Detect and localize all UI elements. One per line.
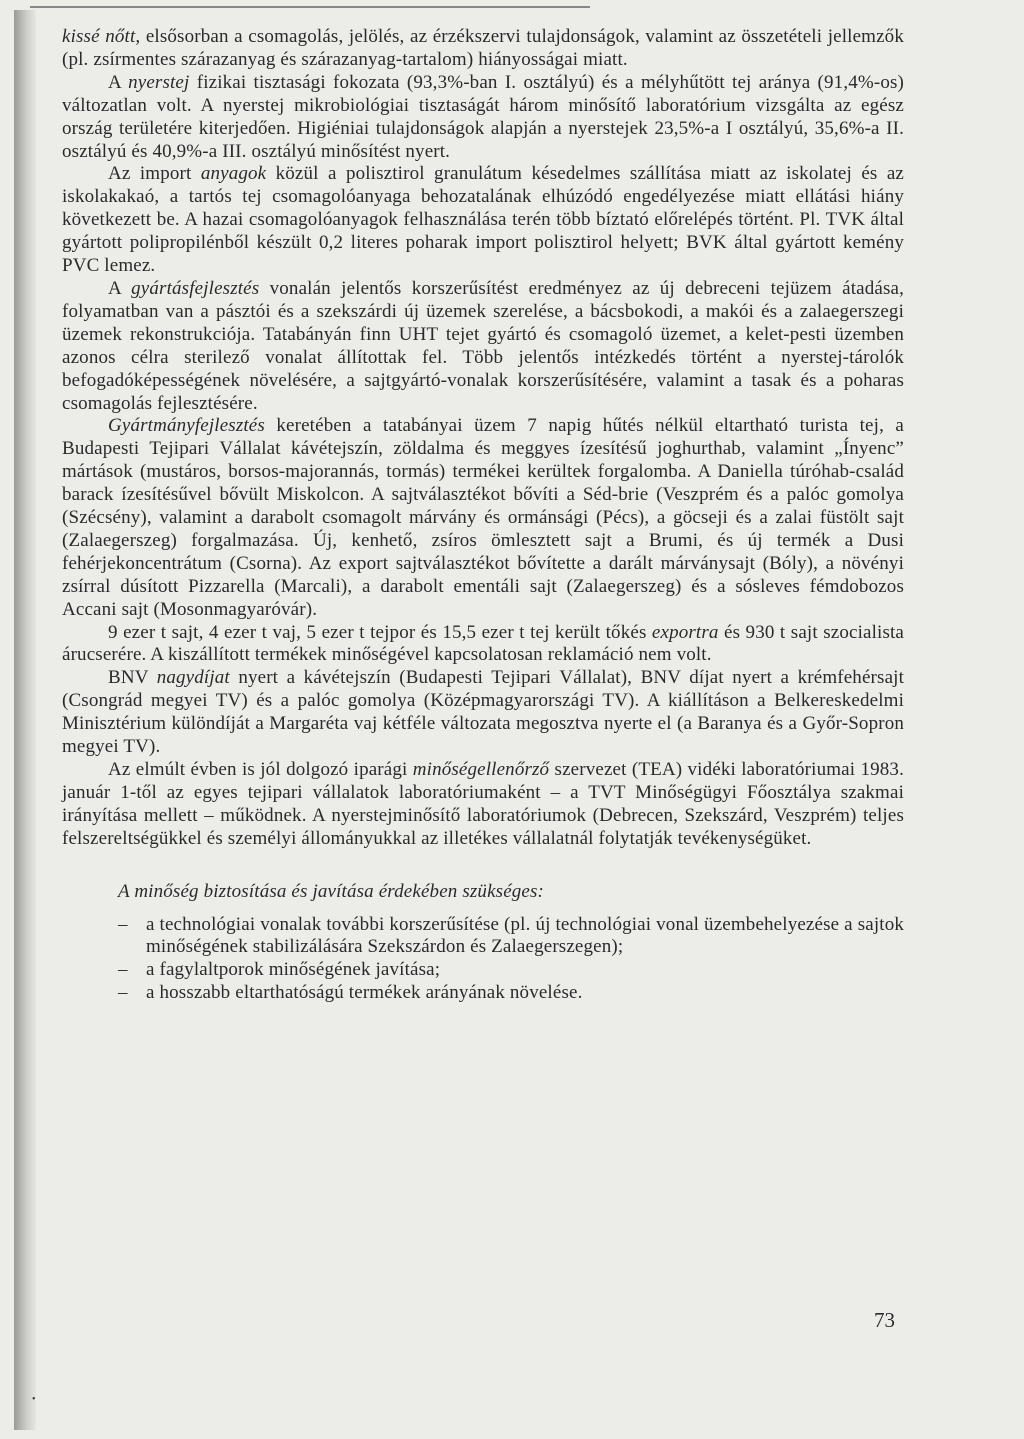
emphasis: exportra [651, 621, 719, 643]
list-item-text: a hosszabb eltarthatóságú termékek arányának növelése. [146, 982, 583, 1004]
emphasis: Gyártmányfejlesztés [108, 415, 265, 437]
emphasis: gyártásfejlesztés [131, 277, 260, 299]
paragraph-3 [62, 163, 904, 278]
paragraph-text: keretében a tatabányai üzem 7 napig hűtés nélkül eltartható turista tej, a Budapesti Tejipari Vállalat kávétejszín, zöldalma és meggyes ízesítésű joghurthab, valamint „Ínyenc” mártások (mustáros, borsos-majorannás, tormás) termékei kerültek forgalomba. A Daniella túróhab-család barack ízesítésűvel bővült Miskolcon. A sajtválasztékot bővíti a Séd-brie (Veszprém és a palóc gomolya (Szécsény), valamint a darabolt csomagolt márvány és ormánsági (Pécs), a göcseji és a zalai füstölt sajt (Zalaegerszeg) forgalmazása. Új, kenhető, zsíros ömlesztett sajt a Brumi, és új termék a Dusi fehérjekoncentrátum (Csorna). Az export sajtválasztékot bővítette a darált márványsajt (Bóly), a növényi zsírral dúsított Pizzarella (Marcali), a darabolt ementáli sajt (Zalaegerszeg) és a sósleves fémdobozos Accani sajt (Mosonmagyaróvár). [62, 415, 904, 620]
paragraph-7 [62, 667, 904, 759]
paragraph-text: fizikai tisztasági fokozata (93,3%-ban I. osztályú) és a mélyhűtött tej aránya (91,4%-os) változatlan volt. A nyerstej mikrobiológiai tisztaságát három minősítő laboratórium vizsgálta az egész ország területére kiterjedően. Higiéniai tulajdonságok alapján a nyerstejek 23,5%-a I osztályú, 35,6%-a II. osztályú és 40,9%-a III. osztályú minősítést nyert. [62, 71, 904, 162]
emphasis: nagydíjat [156, 667, 230, 689]
paragraph-text: elsősorban a csomagolás, jelölés, az érzékszervi tulajdonságok, valamint az összetételi jellemzők (pl. zsírmentes szárazanyag és szárazanyag-tartalom) hiányosságai miatt. [62, 26, 904, 70]
list-dash: – [118, 982, 128, 1004]
emphasis: anyagok [200, 163, 267, 185]
paragraph-6 [62, 622, 904, 668]
paragraph-text: nyert a kávétejszín (Budapesti Tejipari Vállalat), BNV díjat nyert a krémfehérsajt (Csongrád megyei TV) és a palóc gomolya (Középmagyarországi TV). A kiállításon a Belkereskedelmi Minisztérium különdíját a Margaréta vaj kétféle változata megosztva nyerte el (a Baranya és a Győr-Sopron megyei TV). [62, 667, 905, 758]
paragraph-text: Az elmúlt évben is jól dolgozó iparági [108, 759, 413, 780]
paragraph-text: Az import [108, 163, 201, 185]
paragraph-text: vonalán jelentős korszerűsítést eredményez az új debreceni tejüzem átadása, folyamatban van a pásztói és a szekszárdi új üzemek szerelése, a bácsbokodi, a makói és a zalaegerszegi üzemek rekonstrukciója. Tatabányán finn UHT tejet gyártó és csomagoló üzemet, a kelet-pesti üzemben azonos célra sterilező vonalat állítottak fel. Több jelentős intézkedés történt a nyerstej-tárolók befogadóképességének növelésére, a sajtgyártó-vonalak korszerűsítésére, valamint a tasak és a poharas csomagolás fejlesztésére. [62, 277, 904, 414]
subheading: A minőség biztosítása és javítása érdekében szükséges: [118, 880, 545, 902]
paragraph-text: A [108, 71, 129, 93]
list-item [62, 959, 904, 982]
emphasis: minőségellenőrző [412, 759, 550, 780]
scan-speck: • [32, 1394, 36, 1405]
paragraph-5 [62, 415, 904, 621]
paragraph-text: 9 ezer t sajt, 4 ezer t vaj, 5 ezer t tejpor és 15,5 ezer t tej került tőkés [108, 621, 652, 643]
emphasis: nyerstej [128, 71, 190, 93]
page-number: 73 [874, 1308, 895, 1332]
list-item [62, 914, 904, 960]
paragraph-4 [62, 278, 904, 415]
paragraph-text: BNV [108, 667, 157, 689]
paragraph-text: A [108, 277, 132, 299]
paragraph-2 [62, 72, 904, 164]
body-text [62, 26, 904, 1005]
paragraph-text: szervezet (TEA) vidéki laboratóriumai 1983. január 1-től az egyes tejipari vállalatok laboratóriumaként – a TVT Minőségügyi Főosztálya szakmai irányítása mellett – működnek. A nyerstejminősítő laboratóriumok (Debrecen, Szekszárd, Veszprém) teljes felszereltségükkel és személyi állományukkal az illetékes vállalatnál folytatják tevékenységüket. [62, 759, 904, 849]
paragraph-8 [62, 759, 904, 851]
paragraph-text: közül a polisztirol granulátum késedelmes szállítása miatt az iskolatej és az iskolakakaó, a tartós tej csomagolóanyaga behozatalának elhúzódó engedélyezése miatt ellátási hiány következett be. A hazai csomagolóanyagok felhasználása terén több bíztató előrelépés történt. Pl. TVK által gyártott polipropilénből készült 0,2 literes poharak import polisztirol helyett; BVK által gyártott kemény PVC lemez. [62, 163, 904, 277]
paragraph-1 [62, 26, 904, 72]
list-item-text: a technológiai vonalak további korszerűsítése (pl. új technológiai vonal üzembehelyezése a sajtok minőségének stabilizálására Szekszárdon és Zalaegerszegen); [146, 913, 904, 958]
top-edge-line [30, 6, 590, 8]
list-dash: – [118, 959, 128, 981]
paragraph-text: és 930 t sajt szocialista árucserére. A kiszállított termékek minőségével kapcsolatosan reklamáció nem volt. [62, 621, 904, 666]
list-item [62, 982, 904, 1005]
list-dash: – [118, 913, 128, 935]
emphasis: kissé nőtt, [62, 26, 141, 47]
requirements-list [62, 914, 904, 1006]
list-item-text: a fagylaltporok minőségének javítása; [146, 959, 441, 981]
binding-shadow [14, 10, 36, 1430]
